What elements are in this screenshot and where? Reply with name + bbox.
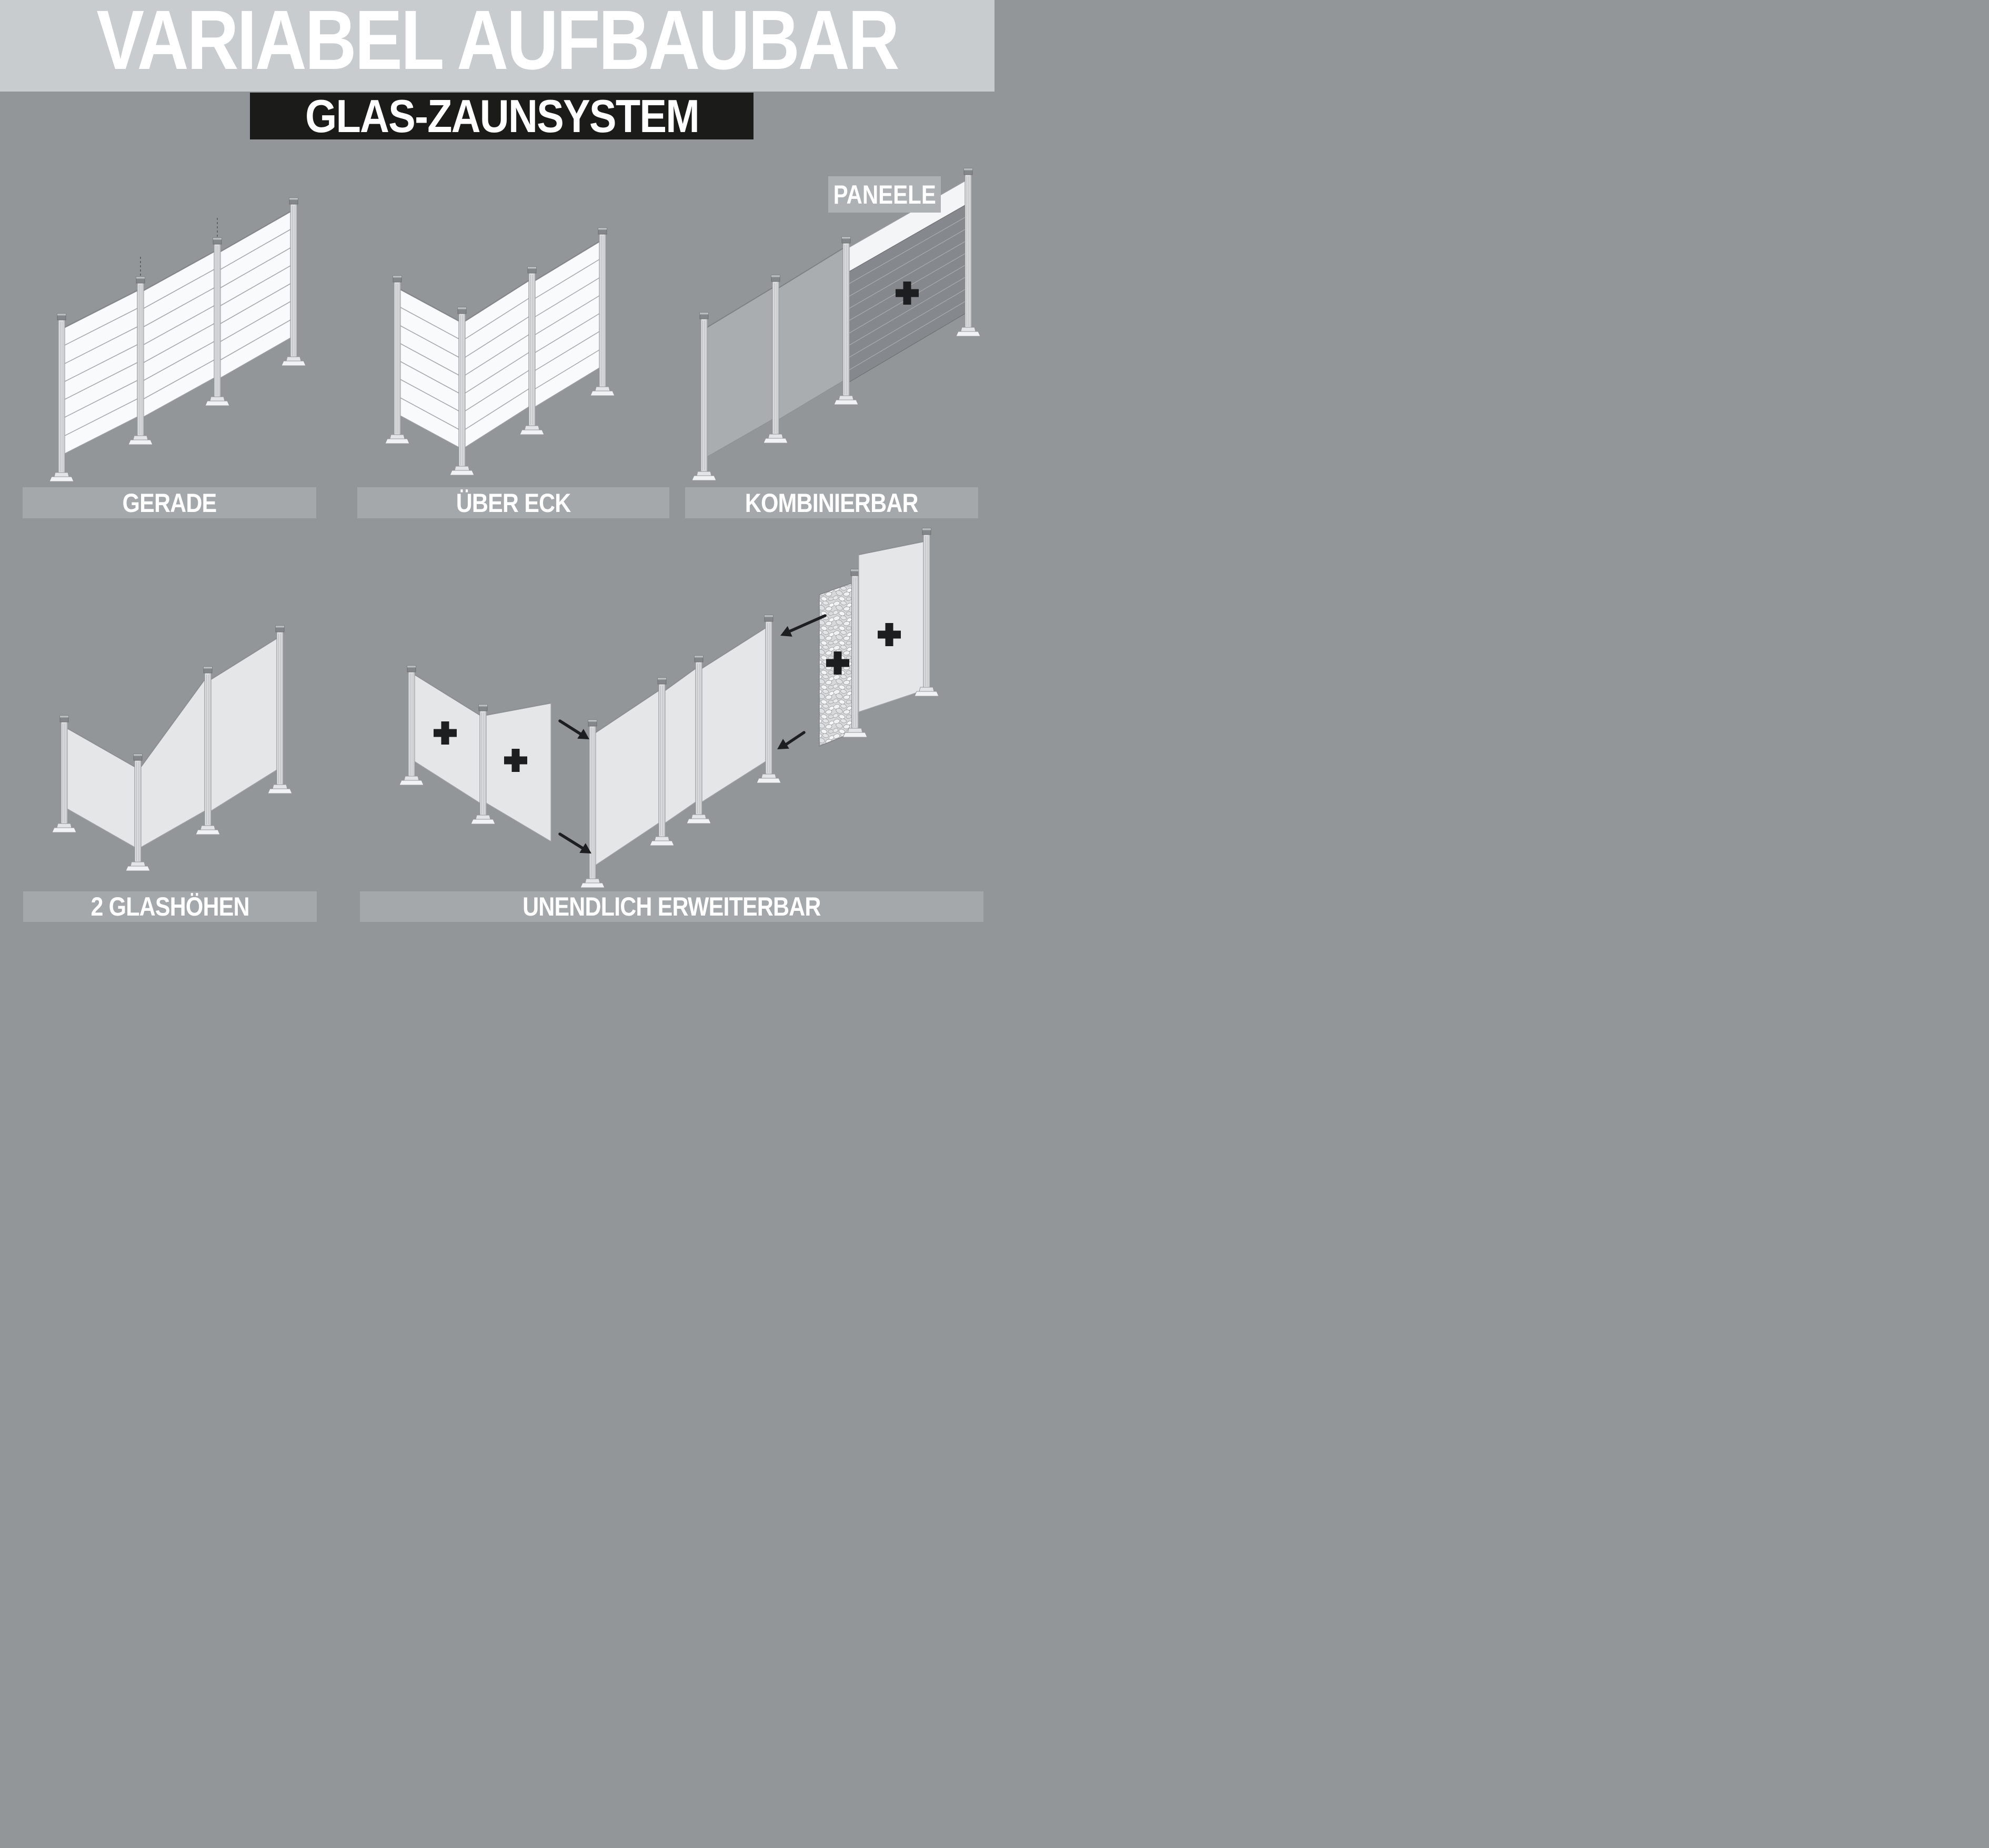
frosted-glass-panel-addon xyxy=(486,703,551,841)
infographic-page xyxy=(0,0,994,924)
frosted-glass-panel xyxy=(665,668,696,823)
glass-panel xyxy=(400,289,459,447)
caption-erweiterbar xyxy=(360,891,983,922)
tinted-glass-panel xyxy=(779,248,843,419)
glass-panel xyxy=(535,242,599,407)
arrow-icon xyxy=(780,616,825,637)
caption-erweiterbar-text: UNENDLICH ERWEITERBAR xyxy=(523,892,821,921)
caption-glashoehen-text: 2 GLASHÖHEN xyxy=(91,892,249,921)
subtitle-bar xyxy=(250,89,754,142)
frosted-glass-panel-transition xyxy=(141,679,205,847)
glass-panel xyxy=(465,280,529,447)
figure-kombinierbar xyxy=(684,166,994,481)
caption-kombinierbar xyxy=(685,487,978,518)
caption-gerade xyxy=(23,487,316,518)
caption-ueber-eck xyxy=(357,487,669,518)
figure-gerade xyxy=(39,189,318,484)
arrow-icon xyxy=(560,721,589,739)
kombinierbar-illustration xyxy=(684,166,994,481)
frosted-glass-panel-tall xyxy=(211,638,277,811)
frosted-glass-panel xyxy=(596,690,659,865)
caption-kombinierbar-text: KOMBINIERBAR xyxy=(745,488,918,518)
glass-panel xyxy=(220,212,290,378)
frosted-glass-panel xyxy=(702,628,766,802)
ueber-eck-illustration xyxy=(363,189,679,484)
erweiterbar-illustration xyxy=(368,527,992,890)
figure-glashoehen xyxy=(16,558,324,881)
subtitle-text: GLAS-ZAUNSYSTEM xyxy=(305,89,699,142)
arrow-icon xyxy=(777,732,804,749)
caption-glashoehen xyxy=(23,891,317,922)
frosted-glass-panel-addon xyxy=(859,541,923,712)
arrow-icon xyxy=(560,834,591,853)
figure-erweiterbar xyxy=(368,527,992,890)
caption-gerade-text: GERADE xyxy=(122,488,217,518)
glass-panel xyxy=(144,252,214,417)
tinted-glass-panel xyxy=(707,288,772,457)
frosted-glass-panel-low xyxy=(67,728,135,847)
gabion-panel xyxy=(819,583,852,746)
caption-ueber-eck-text: ÜBER ECK xyxy=(456,488,571,518)
page-title xyxy=(0,0,994,88)
page-title-text: VARIABEL AUFBAUBAR xyxy=(96,0,898,87)
gerade-illustration xyxy=(39,189,318,484)
glass-panel xyxy=(65,290,137,454)
frosted-glass-panel-addon xyxy=(415,675,480,803)
glashoehen-illustration xyxy=(16,558,324,881)
figure-ueber-eck xyxy=(363,189,679,484)
paneele-tag-text: PANEELE xyxy=(833,179,936,209)
paneele-tag xyxy=(828,176,941,213)
